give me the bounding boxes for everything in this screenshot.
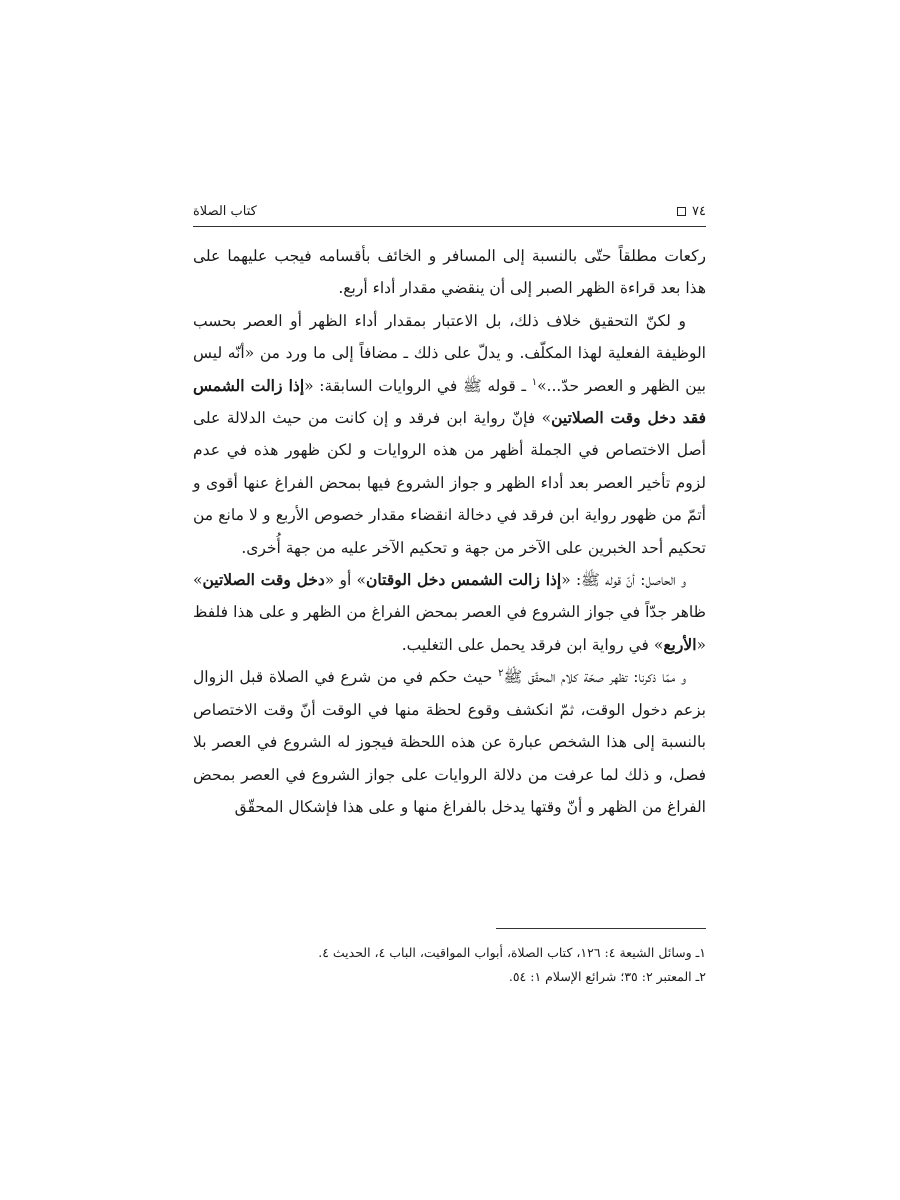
paragraph-3-text-4: » في رواية ابن فرقد يحمل على التغليب. xyxy=(401,635,664,654)
paragraph-4-text-2: حيث حكم في من شرع في الصلاة قبل الزوال بزعم دخول الوقت، ثمّ انكشف وقوع لحظة منها في الوقت أنّ وقت الاختصاص بالنسبة إلى هذا الشخص عبارة عن هذه اللحظة فيجوز له الشروع في العصر بلا فصل، و ذلك لما عرفت من دلالة الروايات على جواز الشروع في العصر بمحض الفراغ من الظهر و أنّ وقتها يدخل بالفراغ منها و على هذا فإشكال المحقّق xyxy=(193,668,706,816)
page-number-group xyxy=(677,204,706,219)
paragraph-3-text-1: و الحاصل: أنّ قوله ﷺ: « xyxy=(561,571,687,590)
header-divider xyxy=(193,226,706,227)
quote-bold-1: إذا زالت الشمس فقد دخل وقت الصلاتين xyxy=(193,375,707,428)
quote-bold-4: الأربع xyxy=(663,634,697,654)
paragraph-2-text-1: و لكنّ التحقيق خلاف ذلك، بل الاعتبار بمقدار أداء الظهر أو العصر بحسب الوظيفة الفعلية لهذا المكلّف. و يدلّ على ذلك ـ مضافاً إلى ما ورد من «أنّه ليس بين الظهر و العصر حدّ...» xyxy=(193,311,706,395)
footnote-1: ١ـ وسائل الشيعة ٤: ١٢٦، كتاب الصلاة، أبواب المواقيت، الباب ٤، الحديث ٤. xyxy=(318,945,706,960)
main-text xyxy=(193,240,706,823)
paragraph-3-text-2: » أو « xyxy=(324,571,367,590)
quote-bold-2: إذا زالت الشمس دخل الوقتان xyxy=(366,570,562,590)
paragraph-4-text-1: و ممّا ذكرنا: تظهر صحّة كلام المحقّق ﷺ xyxy=(503,668,686,687)
footnote-ref-2[interactable]: ٢ xyxy=(498,668,504,680)
paragraph-4 xyxy=(193,661,706,823)
paragraph-3 xyxy=(193,564,706,661)
square-bullet-icon xyxy=(677,207,686,216)
paragraph-1: ركعات مطلقاً حتّى بالنسبة إلى المسافر و الخائف بأقسامه فيجب عليهما على هذا بعد قراءة الظهر الصبر إلى أن ينقضي مقدار أداء أربع. xyxy=(193,247,706,298)
page-number: ٧٤ xyxy=(692,203,706,219)
footnote-divider xyxy=(496,928,706,929)
paragraph-3-text-3: » ظاهر جدّاً في جواز الشروع في العصر بمحض الفراغ من الظهر و على هذا فلفظ « xyxy=(193,571,706,654)
paragraph-2 xyxy=(193,305,706,564)
paragraph-2-text-2: ـ قوله ﷺ في الروايات السابقة: « xyxy=(304,376,532,395)
page-header xyxy=(193,200,706,222)
footnotes xyxy=(193,941,706,989)
running-title: كتاب الصلاة xyxy=(193,203,257,219)
quote-bold-3: دخل وقت الصلاتين xyxy=(202,570,325,590)
paragraph-2-text-3: » فإنّ رواية ابن فرقد و إن كانت من حيث الدلالة على أصل الاختصاص في الجملة أظهر من هذه الروايات و لكن ظهور هذه في عدم لزوم تأخير العصر بعد أداء الظهر و جواز الشروع فيها بمحض الفراغ عنها أقوى و أتمّ من ظهور رواية ابن فرقد في دخالة انقضاء مقدار خصوص الأربع و لا مانع من تحكيم أحد الخبرين على الآخر من جهة و تحكيم الآخر عليه من جهة أُخرى. xyxy=(193,409,706,557)
footnote-2: ٢ـ المعتبر ٢: ٣٥؛ شرائع الإسلام ١: ٥٤. xyxy=(508,969,706,984)
footnote-ref-1[interactable]: ١ xyxy=(531,376,538,388)
